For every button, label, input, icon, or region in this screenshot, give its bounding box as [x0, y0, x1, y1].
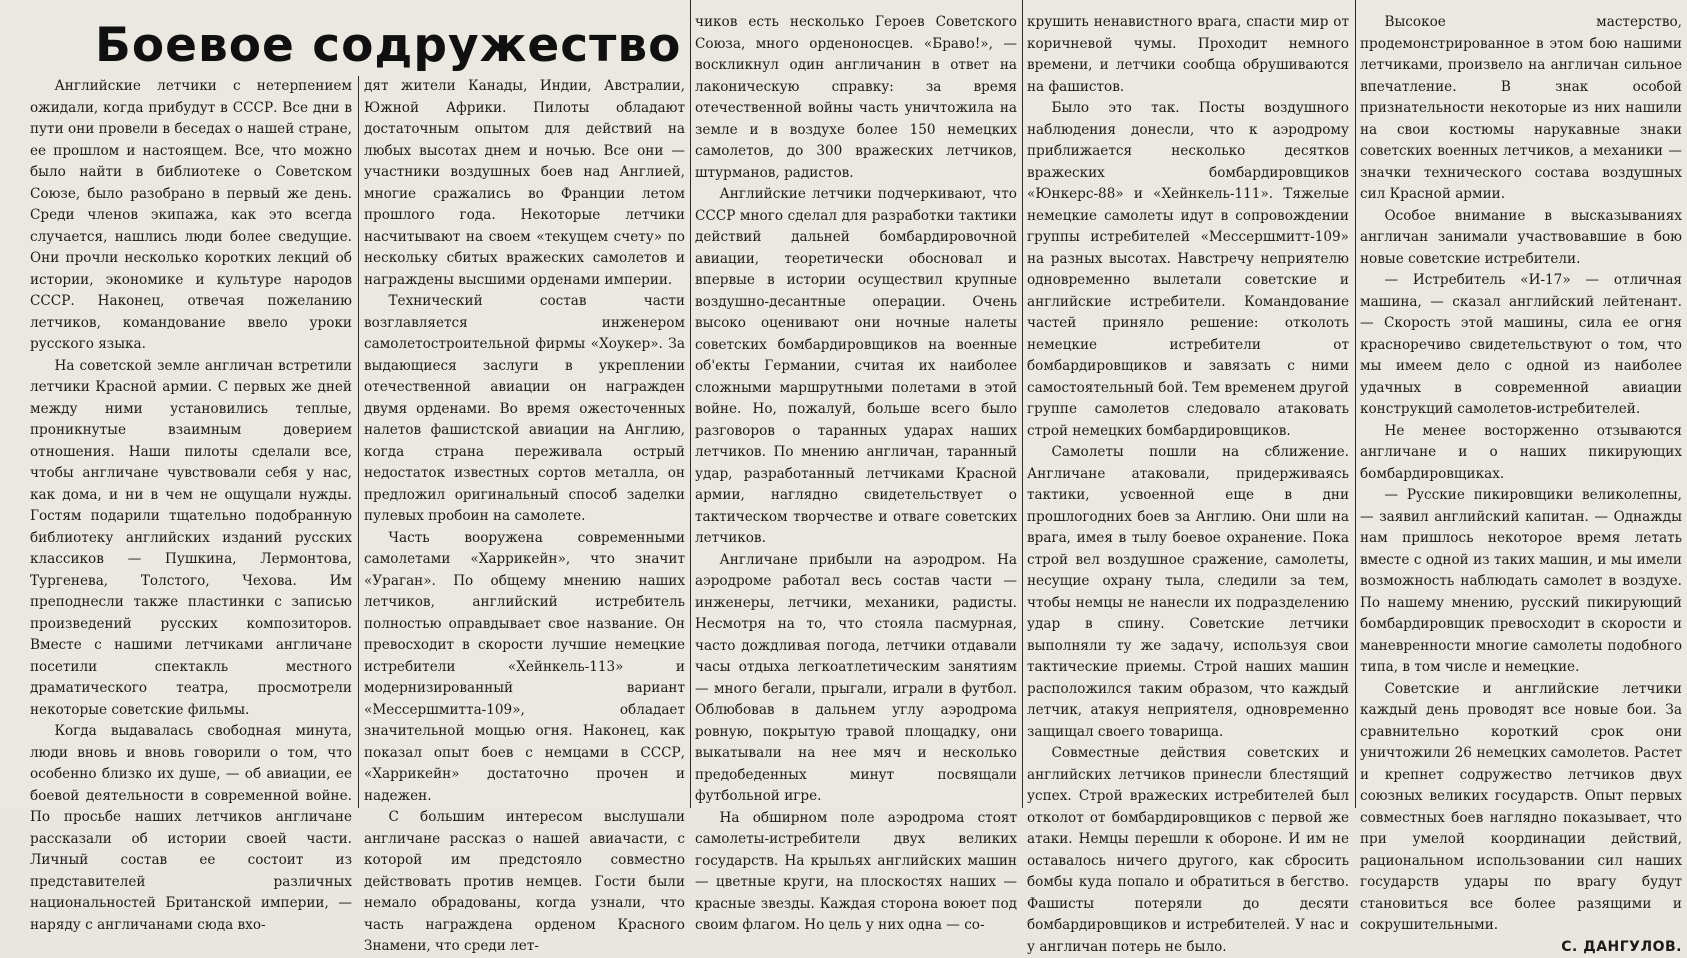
- paragraph: — Русские пикировщики великолепны, — заявил английский капитан. — Однажды нам пришлось некоторое время летать вместе с одной из таких машин, и мы имели возможность наблюдать самолет в воздухе. По нашему мнению, русский пикирующий бомбардировщик превосходит в скорости и маневренности многие самолеты подобного типа, в том числе и немецкие.: [1360, 485, 1682, 679]
- paragraph: Было это так. Посты воздушного наблюдения донесли, что к аэродрому приближается несколько десятков вражеских бомбардировщиков «Юнкерс-88» и «Хейнкель-111». Тяжелые немецкие самолеты идут в сопровождении группы истребителей «Мессершмитт-109» на разных высотах. Навстречу неприятелю одновременно вылетали советские и английские истребители. Командование частей приняло решение: отколоть немецкие истребители от бомбардировщиков и завязать с ними самостоятельный бой. Тем временем другой группе самолетов следовало атаковать строй немецких бомбардировщиков.: [1027, 98, 1349, 442]
- article-title: Боевое содружество: [95, 16, 681, 76]
- paragraph: Советские и английские летчики каждый день проводят все новые бои. За сравнительно короткий срок они уничтожили 26 немецких самолетов. Растет и крепнет содружество летчиков двух союзных великих государств. Опыт первых совместных боев наглядно показывает, что при умелой координации действий, рациональном использовании сил наших государств удары по врагу будут становиться все более разящими и сокрушительными.: [1360, 679, 1682, 937]
- paragraph: На обширном поле аэродрома стоят самолеты-истребители двух великих государств. На крыльях английских машин — цветные круги, на плоскостях наших — красные звезды. Каждая сторона воюет под своим флагом. Но цель у них одна — со-: [695, 808, 1017, 937]
- column-divider: [690, 0, 691, 808]
- paragraph: — Истребитель «И-17» — отличная машина, — сказал английский лейтенант. — Скорость этой машины, сила ее огня красноречиво свидетельствуют о том, что мы имеем дело с одной из наиболее удачных в современной авиации конструкций самолетов-истребителей.: [1360, 270, 1682, 421]
- column-divider: [358, 76, 359, 808]
- paragraph: Английские летчики подчеркивают, что СССР много сделал для разработки тактики действий дальней бомбардировочной авиации, теоретически обосновал и впервые в истории осуществил крупные воздушно-десантные операции. Очень высоко оценивают они ночные налеты советских бомбардировщиков на военные об'екты Германии, считая их наиболее сложными маршрутными полетами в этой войне. Но, пожалуй, больше всего было разговоров о таранных ударах наших летчиков. По мнению англичан, таранный удар, разработанный летчиками Красной армии, наглядно свидетельствует о тактическом творчестве и отваге советских летчиков.: [695, 184, 1017, 550]
- paragraph: Высокое мастерство, продемонстрированное в этом бою нашими летчиками, произвело на англичан сильное впечатление. В знак особой признательности некоторые из них нашили на свои костюмы нарукавные знаки советских военных летчиков, а механики — значки технического состава воздушных сил Красной армии.: [1360, 12, 1682, 206]
- column-divider: [1355, 0, 1356, 808]
- paragraph: Совместные действия советских и английских летчиков принесли блестящий успех. Строй вражеских истребителей был отколот от бомбардировщиков с первой же атаки. Немцы перешли к обороне. И им не оставалось ничего другого, как сбросить бомбы куда попало и обратиться в бегство. Фашисты потеряли до десяти бомбардировщиков и истребителей. У нас и у англичан потерь не было.: [1027, 743, 1349, 958]
- article-column-2: [364, 0, 685, 808]
- paragraph: Англичане прибыли на аэродром. На аэродроме работал весь состав части — инженеры, летчики, механики, радисты. Несмотря на то, что стояла пасмурная, часто дождливая погода, летчики отдавали часы отдыха легкоатлетическим занятиям — много бегали, прыгали, играли в футбол. Облюбовав в дальнем углу аэродрома ровную, покрытую травой площадку, они выкатывали на нее мяч и несколько предобеденных минут посвящали футбольной игре.: [695, 550, 1017, 808]
- paragraph: Технический состав части возглавляется инженером самолетостроительной фирмы «Хоукер». За выдающиеся заслуги в укреплении отечественной авиации он награжден двумя орденами. Во время ожесточенных налетов фашистской авиации на Англию, когда страна переживала острый недостаток известных сортов металла, он предложил оригинальный способ заделки пулевых пробоин на самолете.: [364, 291, 685, 528]
- paragraph: Часть вооружена современными самолетами «Харрикейн», что значит «Ураган». По общему мнению наших летчиков, английский истребитель полностью оправдывает свое название. Он превосходит в скорости лучшие немецкие истребители «Хейнкель-113» и модернизированный вариант «Мессершмитта-109», обладает значительной мощью огня. Наконец, как показал опыт боев с немцами в СССР, «Харрикейн» достаточно прочен и надежен.: [364, 528, 685, 808]
- article-column-4: [1027, 0, 1349, 808]
- paragraph: Самолеты пошли на сближение. Англичане атаковали, придерживаясь тактики, усвоенной еще в дни прошлогодних боев за Англию. Они шли на врага, имея в тылу боевое охранение. Пока строй вел воздушное сражение, самолеты, несущие охрану тыла, следили за тем, чтобы немцы не нанесли их подразделению удар в спину. Советские летчики выполняли ту же задачу, используя свои тактические приемы. Строй наших машин расположился таким образом, что каждый летчик, атакуя неприятеля, одновременно защищал своего товарища.: [1027, 442, 1349, 743]
- article-column-3: [695, 0, 1017, 808]
- article-column-1: [30, 0, 352, 808]
- paragraph: Не менее восторженно отзываются англичане и о наших пикирующих бомбардировщиках.: [1360, 421, 1682, 486]
- paragraph: Английские летчики с нетерпением ожидали, когда прибудут в СССР. Все дни в пути они провели в беседах о нашей стране, ее прошлом и настоящем. Все, что можно было найти в библиотеке о Советском Союзе, было разобрано в первый же день. Среди членов экипажа, как это всегда случается, нашлись люди более сведущие. Они прочли несколько коротких лекций об истории, экономике и культуре народов СССР. Наконец, отвечая пожеланию летчиков, командование ввело уроки русского языка.: [30, 76, 352, 356]
- article-column-5: [1360, 0, 1682, 808]
- author-signature: С. ДАНГУЛОВ.: [1360, 937, 1682, 958]
- paragraph: чиков есть несколько Героев Советского Союза, много орденоносцев. «Браво!», — воскликнул один англичанин в ответ на лаконическую справку: за время отечественной войны часть уничтожила на земле и в воздухе более 150 немецких самолетов, до 300 вражеских летчиков, штурманов, радистов.: [695, 12, 1017, 184]
- paragraph: крушить ненавистного врага, спасти мир от коричневой чумы. Проходит немного времени, и летчики сообща обрушиваются на фашистов.: [1027, 12, 1349, 98]
- paragraph: На советской земле англичан встретили летчики Красной армии. С первых же дней между ними установились теплые, проникнутые взаимным доверием отношения. Наши пилоты сделали все, чтобы англичане чувствовали себя у нас, как дома, и ни в чем не ощущали нужды. Гостям подарили тщательно подобранную библиотеку английских изданий русских классиков — Пушкина, Лермонтова, Тургенева, Толстого, Чехова. Им преподнесли также пластинки с записью произведений русских композиторов. Вместе с нашими летчиками англичане посетили спектакль местного драматического театра, просмотрели некоторые советские фильмы.: [30, 356, 352, 722]
- paragraph: С большим интересом выслушали англичане рассказ о нашей авиачасти, с которой им предстояло совместно действовать против немцев. Гости были немало обрадованы, когда узнали, что часть награждена орденом Красного Знамени, что среди лет-: [364, 807, 685, 958]
- paragraph: Особое внимание в высказываниях англичан занимали участвовавшие в бою новые советские истребители.: [1360, 206, 1682, 271]
- paragraph: Когда выдавалась свободная минута, люди вновь и вновь говорили о том, что особенно близко их душе, — об авиации, ее боевой деятельности в современной войне. По просьбе наших летчиков англичане рассказали об истории своей части. Личный состав ее состоит из представителей различных национальностей Британской империи, — наряду с англичанами сюда вхо-: [30, 721, 352, 936]
- paragraph: дят жители Канады, Индии, Австралии, Южной Африки. Пилоты обладают достаточным опытом для действий на любых высотах днем и ночью. Все они — участники воздушных боев над Англией, многие сражались во Франции летом прошлого года. Некоторые летчики насчитывают на своем «текущем счету» по нескольку сбитых вражеских самолетов и награждены высшими орденами империи.: [364, 76, 685, 291]
- column-divider: [1022, 0, 1023, 808]
